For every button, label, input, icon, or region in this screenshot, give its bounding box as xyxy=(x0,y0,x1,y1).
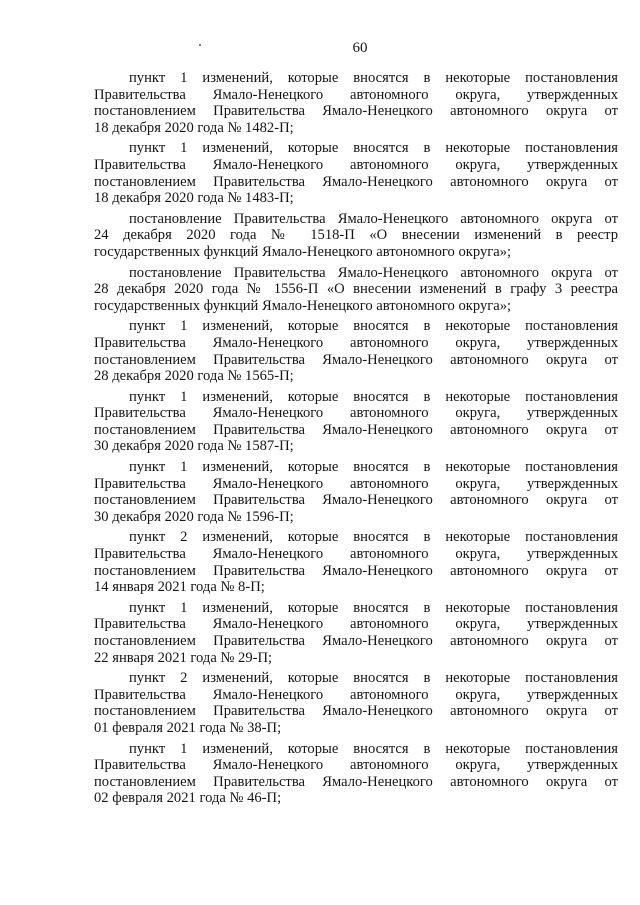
paragraph xyxy=(94,318,618,384)
paragraph-line: постановлением Правительства Ямало-Ненецкого автономного округа от xyxy=(94,703,618,720)
paragraph-line: постановлением Правительства Ямало-Ненецкого автономного округа от xyxy=(94,351,618,368)
paragraph-line: пункт 2 изменений, которые вносятся в некоторые постановления xyxy=(129,529,618,546)
paragraph-line: 14 января 2021 года № 8-П; xyxy=(94,579,265,596)
paragraph-line: Правительства Ямало-Ненецкого автономного округа, утвержденных xyxy=(94,334,618,351)
document-body xyxy=(94,70,618,811)
paragraph-line: Правительства Ямало-Ненецкого автономного округа, утвержденных xyxy=(94,475,618,492)
paragraph-line: 24 декабря 2020 года № 1518-П «О внесении изменений в реестр xyxy=(94,227,618,244)
paragraph xyxy=(94,265,618,315)
paragraph-line: пункт 1 изменений, которые вносятся в некоторые постановления xyxy=(129,318,618,335)
paragraph-line: постановлением Правительства Ямало-Ненецкого автономного округа от xyxy=(94,633,618,649)
paragraph xyxy=(94,670,618,736)
paragraph-line: 22 января 2021 года № 29-П; xyxy=(94,649,273,666)
paragraph-line: пункт 2 изменений, которые вносятся в некоторые постановления xyxy=(129,670,618,687)
paragraph xyxy=(94,211,618,261)
paragraph xyxy=(94,741,618,807)
paragraph-line: Правительства Ямало-Ненецкого автономного округа, утвержденных xyxy=(94,405,618,422)
paragraph-line: пункт 1 изменений, которые вносятся в некоторые постановления xyxy=(129,740,618,757)
paragraph-line: Правительства Ямало-Ненецкого автономного округа, утвержденных xyxy=(94,757,618,774)
paragraph-line: постановлением Правительства Ямало-Ненецкого автономного округа от xyxy=(94,773,618,790)
paragraph-line: пункт 1 изменений, которые вносятся в некоторые постановления xyxy=(129,388,618,405)
page-number: 60 xyxy=(352,40,368,56)
paragraph-line: 28 декабря 2020 года № 1565-П; xyxy=(94,368,294,385)
paragraph-line: постановлением Правительства Ямало-Ненецкого автономного округа от xyxy=(94,492,618,509)
paragraph xyxy=(94,389,618,455)
paragraph-line: 30 декабря 2020 года № 1587-П; xyxy=(94,438,294,455)
paragraph-line: 02 февраля 2021 года № 46-П; xyxy=(94,790,282,807)
paragraph xyxy=(94,529,618,595)
paragraph-line: постановлением Правительства Ямало-Ненецкого автономного округа от xyxy=(94,173,618,190)
paragraph-line: 18 декабря 2020 года № 1482-П; xyxy=(94,119,294,136)
paragraph-line: пункт 1 изменений, которые вносятся в некоторые постановления xyxy=(129,70,618,86)
paragraph-line: пункт 1 изменений, которые вносятся в некоторые постановления xyxy=(129,459,618,476)
paragraph xyxy=(94,600,618,666)
paragraph-line: государственных функций Ямало-Ненецкого автономного округа»; xyxy=(94,243,512,260)
paragraph-line: Правительства Ямало-Ненецкого автономного округа, утвержденных xyxy=(94,546,618,563)
paragraph-line: постановлением Правительства Ямало-Ненецкого автономного округа от xyxy=(94,421,618,438)
paragraph xyxy=(94,140,618,206)
paragraph-line: 30 декабря 2020 года № 1596-П; xyxy=(94,508,294,525)
paragraph-line: постановлением Правительства Ямало-Ненецкого автономного округа от xyxy=(94,103,618,120)
paragraph-line: государственных функций Ямало-Ненецкого автономного округа»; xyxy=(94,297,512,314)
paragraph-line: 28 декабря 2020 года № 1556-П «О внесении изменений в графу 3 реестра xyxy=(94,281,618,298)
paragraph-line: Правительства Ямало-Ненецкого автономного округа, утвержденных xyxy=(94,686,618,703)
paragraph-line: пункт 1 изменений, которые вносятся в некоторые постановления xyxy=(129,599,618,616)
paragraph xyxy=(94,70,618,136)
paragraph-line: 01 февраля 2021 года № 38-П; xyxy=(94,719,282,736)
paragraph-line: постановлением Правительства Ямало-Ненецкого автономного округа от xyxy=(94,562,618,579)
paragraph-line: Правительства Ямало-Ненецкого автономного округа, утвержденных xyxy=(94,616,618,633)
paragraph-line: Правительства Ямало-Ненецкого автономного округа, утвержденных xyxy=(94,86,618,103)
paragraph-line: пункт 1 изменений, которые вносятся в некоторые постановления xyxy=(129,140,618,157)
paragraph-line: Правительства Ямало-Ненецкого автономного округа, утвержденных xyxy=(94,156,618,173)
paragraph-line: постановление Правительства Ямало-Ненецкого автономного округа от xyxy=(129,210,618,227)
paragraph-line: постановление Правительства Ямало-Ненецкого автономного округа от xyxy=(129,264,618,281)
paragraph-line: 18 декабря 2020 года № 1483-П; xyxy=(94,190,294,207)
paragraph xyxy=(94,459,618,525)
